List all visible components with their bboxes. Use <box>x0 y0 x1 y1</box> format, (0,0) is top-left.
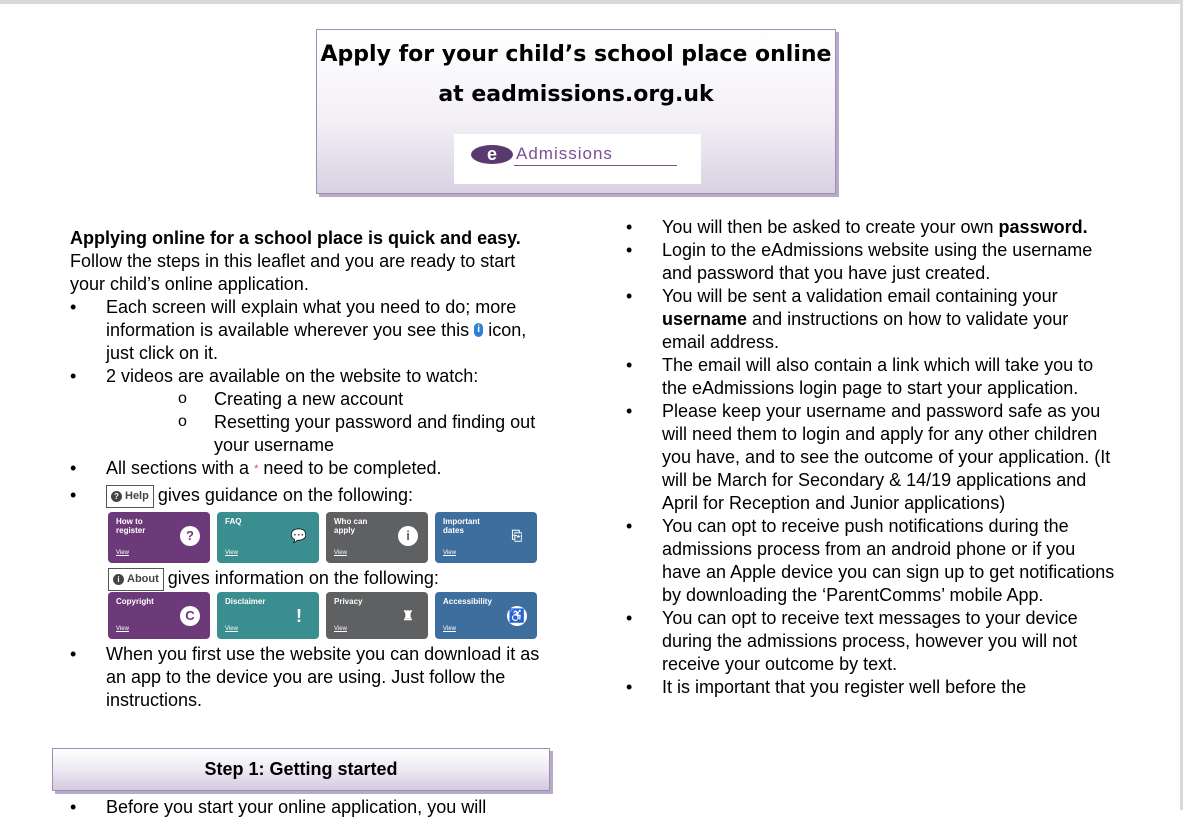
tile-view-link[interactable]: View <box>443 626 456 632</box>
tile-label: How to register <box>116 517 146 535</box>
step1-heading: Step 1: Getting started <box>52 748 550 791</box>
eadmissions-logo <box>454 134 701 184</box>
tile-label: Who can apply <box>334 517 368 535</box>
help-button[interactable] <box>106 485 154 508</box>
about-tiles <box>70 592 550 639</box>
list-item <box>70 457 550 481</box>
title-box <box>316 29 836 194</box>
list-item: • Before you start your online application, you will <box>70 796 550 819</box>
tile-view-link[interactable]: View <box>225 550 238 556</box>
intro-paragraph <box>70 227 550 296</box>
required-star-icon: * <box>254 463 259 475</box>
intro-text: Follow the steps in this leaflet and you are ready to start your child’s online application. <box>70 251 516 294</box>
warning-icon: ! <box>296 606 302 626</box>
list-item: • The email will also contain a link which will take you to the eAdmissions login page to start your application. <box>626 354 1116 400</box>
tile-view-link[interactable]: View <box>225 626 238 632</box>
list-item <box>70 484 550 639</box>
tile-accessibility[interactable] <box>435 592 537 639</box>
bullet-text: All sections with a <box>106 458 255 478</box>
tile-label: FAQ <box>225 517 242 526</box>
question-icon: ? <box>180 526 200 546</box>
tile-view-link[interactable]: View <box>443 550 456 556</box>
tile-important-dates[interactable] <box>435 512 537 563</box>
list-item <box>70 296 550 365</box>
list-item: • You can opt to receive text messages to your device during the admissions process, however you will not receive your outcome by text. <box>626 607 1116 676</box>
tile-view-link[interactable]: View <box>116 626 129 632</box>
bullet-text: gives information on the following: <box>167 568 439 588</box>
copyright-icon: C <box>180 606 200 626</box>
tile-how-to-register[interactable] <box>108 512 210 563</box>
help-tiles <box>70 512 550 563</box>
bullet-text: icon, just click on it. <box>106 320 527 363</box>
page-title: Apply for your child’s school place online <box>320 42 832 67</box>
help-label: Help <box>125 490 149 502</box>
tile-label: Important dates <box>443 517 480 535</box>
tile-copyright[interactable] <box>108 592 210 639</box>
bullet-text: 2 videos are available on the website to watch: <box>106 366 479 386</box>
list-item: • You can opt to receive push notifications during the admissions process from an android phone or if you have an Apple device you can sign up to get notifications by downloading the ‘ParentComms’ mobile App. <box>626 515 1116 607</box>
list-item <box>626 216 1116 239</box>
tile-disclaimer[interactable] <box>217 592 319 639</box>
page-subtitle-url: at eadmissions.org.uk <box>438 82 714 107</box>
list-item: • When you first use the website you can download it as an app to the device you are using. Just follow the instructions. <box>70 643 550 712</box>
left-column-continued <box>70 796 550 819</box>
list-item <box>70 365 550 457</box>
privacy-icon: ♜ <box>402 608 414 623</box>
sub-list-item: o Resetting your password and finding out your username <box>178 411 550 457</box>
intro-bold: Applying online for a school place is quick and easy. <box>70 228 521 248</box>
left-column <box>70 227 550 712</box>
tile-view-link[interactable]: View <box>334 626 347 632</box>
bullet-bold: password. <box>998 217 1088 237</box>
bullet-text: Each screen will explain what you need to do; more information is available wherever you see this <box>106 297 517 340</box>
list-item: • Please keep your username and password safe as you will need them to login and apply for any other children you have, and to see the outcome of your application. (It will be March for Secondary & 14/19 applications and April for Reception and Junior applications) <box>626 400 1116 515</box>
chat-icon: 💬 <box>290 528 308 543</box>
about-button[interactable] <box>108 568 164 591</box>
question-icon: ? <box>111 491 122 502</box>
bullet-text: gives guidance on the following: <box>157 485 414 505</box>
info-icon: i <box>474 323 483 337</box>
info-icon: i <box>398 526 418 546</box>
about-label: About <box>127 573 159 585</box>
tile-label: Accessibility <box>443 597 492 606</box>
bullet-bold: username <box>662 309 748 329</box>
tile-privacy[interactable] <box>326 592 428 639</box>
tile-label: Disclaimer <box>225 597 266 606</box>
list-item: • Login to the eAdmissions website using the username and password that you have just created. <box>626 239 1116 285</box>
tile-label: Copyright <box>116 597 154 606</box>
tile-faq[interactable] <box>217 512 319 563</box>
bullet-text: You will then be asked to create your own <box>662 217 999 237</box>
bullet-text: You will be sent a validation email containing your <box>662 286 1058 306</box>
right-column <box>626 216 1116 699</box>
bullet-text: and instructions on how to validate your email address. <box>662 309 1069 352</box>
logo-underline <box>514 165 677 166</box>
tile-who-can-apply[interactable] <box>326 512 428 563</box>
sub-list-item: o Creating a new account <box>178 388 550 411</box>
calendar-icon: ⎘ <box>511 528 523 543</box>
top-border <box>0 0 1183 4</box>
list-item <box>626 285 1116 354</box>
list-item: • It is important that you register well before the <box>626 676 1116 699</box>
tile-view-link[interactable]: View <box>334 550 347 556</box>
tile-view-link[interactable]: View <box>116 550 129 556</box>
logo-text: Admissions <box>516 144 613 163</box>
bullet-text: need to be completed. <box>258 458 442 478</box>
tile-label: Privacy <box>334 597 363 606</box>
info-icon: i <box>113 574 124 585</box>
logo-letter: e <box>471 145 513 164</box>
accessibility-icon: ♿ <box>507 606 527 626</box>
